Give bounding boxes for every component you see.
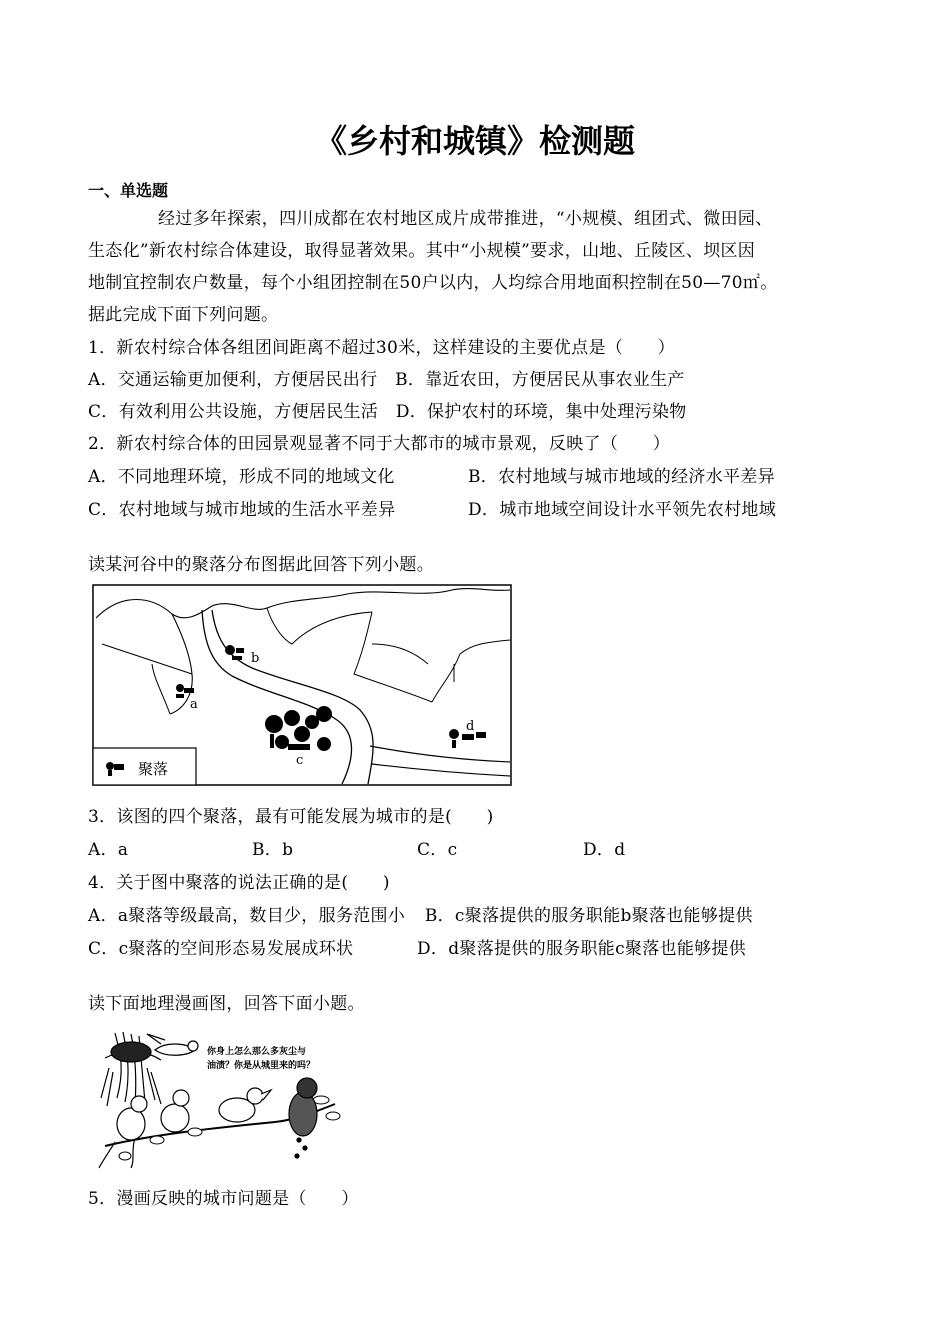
intro-line-4: 据此完成下面下列问题。 [88,305,279,325]
q2-option-a[interactable]: A．不同地理环境，形成不同的地域文化 [88,467,395,487]
map-label-a: a [190,697,198,712]
q3-option-b[interactable]: B．b [252,840,294,860]
cartoon-speech-line-1: 你身上怎么那么多灰尘与 [207,1047,307,1057]
map-label-d: d [466,719,475,734]
q1-option-b[interactable]: B．靠近农田，方便居民从事农业生产 [395,370,685,390]
q3-option-c[interactable]: C．c [417,840,458,860]
q4-stem: 4．关于图中聚落的说法正确的是( ) [88,873,390,893]
page-title: 《乡村和城镇》检测题 [314,122,635,160]
cartoon-intro: 读下面地理漫画图，回答下面小题。 [88,994,365,1014]
q1-option-row-1 [88,365,685,390]
q1-option-d[interactable]: D．保护农村的环境，集中处理污染物 [395,402,687,422]
q1-stem: 1．新农村综合体各组团间距离不超过30米，这样建设的主要优点是（ ） [88,338,675,358]
q1-option-a[interactable]: A．交通运输更加便利，方便居民出行 [88,370,378,390]
q4-option-a[interactable]: A．a聚落等级最高，数目少，服务范围小 [88,906,406,926]
q2-option-b[interactable]: B．农村地域与城市地域的经济水平差异 [468,467,775,487]
map-intro: 读某河谷中的聚落分布图据此回答下列小题。 [88,555,434,575]
settlement-map [92,584,512,786]
q5-stem: 5．漫画反映的城市问题是（ ） [88,1189,359,1209]
q2-option-d[interactable]: D．城市地域空间设计水平领先农村地域 [468,500,777,520]
q2-stem: 2．新农村综合体的田园景观显著不同于大都市的城市景观，反映了（ ） [88,434,671,454]
q1-option-c[interactable]: C．有效利用公共设施，方便居民生活 [88,402,379,422]
q3-stem: 3．该图的四个聚落，最有可能发展为城市的是( ) [88,807,494,827]
bird-cartoon [95,1028,345,1170]
dirty-sparrow-drawing [289,1078,317,1158]
nest-drawing [101,1032,161,1106]
intro-line-2: 生态化”新农村综合体建设，取得显著效果。其中“小规模”要求，山地、丘陵区、坝区因 [88,241,756,261]
intro-line-1: 经过多年探索，四川成都在农村地区成片成带推进，“小规模、组团式、微田园、 [158,209,773,229]
map-legend-label: 聚落 [138,760,169,778]
map-label-c: c [296,753,304,768]
section-heading: 一、单选题 [88,181,169,200]
q1-option-row-2 [88,397,687,422]
q4-option-b[interactable]: B．c聚落提供的服务职能b聚落也能够提供 [424,906,753,926]
q2-option-c[interactable]: C．农村地域与城市地域的生活水平差异 [88,500,396,520]
map-label-b: b [251,651,260,666]
cartoon-speech-line-2: 油渍？你是从城里来的吗？ [207,1061,316,1071]
intro-line-3: 地制宜控制农户数量，每个小组团控制在50户以内，人均综合用地面积控制在50—70㎡。 [88,273,778,293]
q4-option-c[interactable]: C．c聚落的空间形态易发展成环状 [88,939,354,959]
q3-option-a[interactable]: A．a [88,840,129,860]
q4-option-d[interactable]: D．d聚落提供的服务职能c聚落也能够提供 [417,939,747,959]
q3-option-d[interactable]: D．d [583,840,626,860]
flying-bird-drawing [147,1034,198,1055]
q4-option-row-1 [88,901,753,926]
